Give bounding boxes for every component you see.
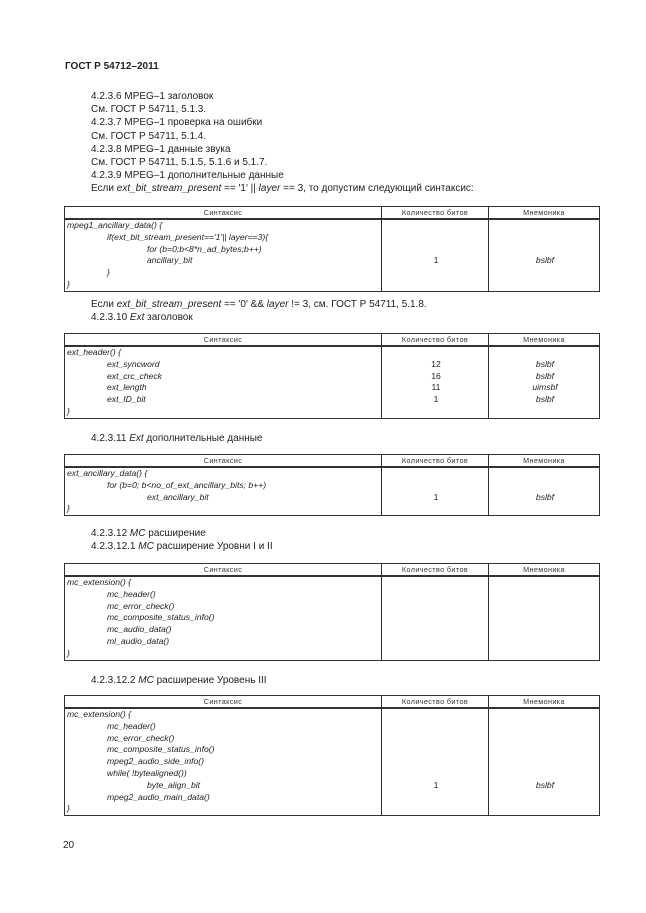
mnemonic-value: bslbf bbox=[535, 255, 555, 266]
section-heading-4-2-3-12-1: 4.2.3.12.1 MC расширение Уровни I и II bbox=[91, 541, 273, 553]
mnemonic-cell bbox=[489, 346, 600, 418]
col-header-mnemonic: Мнемоника bbox=[489, 696, 600, 709]
section-heading-4-2-3-11: 4.2.3.11 Ext дополнительные данные bbox=[91, 433, 263, 444]
syntax-line: for (b=0; b<no_of_ext_ancillary_bits; b++) bbox=[107, 479, 267, 490]
col-header-syntax: Синтаксис bbox=[65, 564, 382, 577]
intro-line: 4.2.3.9 MPEG–1 дополнительные данные bbox=[91, 170, 284, 182]
bits-cell bbox=[382, 708, 489, 816]
syntax-cell bbox=[65, 467, 382, 516]
section-heading-4-2-3-12: 4.2.3.12 MC расширение bbox=[91, 528, 206, 539]
syntax-line: mc_error_check() bbox=[107, 732, 175, 743]
syntax-line: mc_header() bbox=[107, 588, 156, 599]
section-heading-4-2-3-10: 4.2.3.10 Ext заголовок bbox=[91, 312, 193, 324]
condition-block-2 bbox=[91, 298, 427, 324]
mnemonic-value: bslbf bbox=[535, 491, 555, 502]
syntax-line: while( !bytealigned()) bbox=[107, 767, 187, 778]
syntax-cell bbox=[65, 346, 382, 418]
bits-value: 1 bbox=[433, 394, 439, 405]
syntax-line: mc_composite_status_info() bbox=[107, 744, 215, 755]
col-header-bits: Количество битов bbox=[382, 334, 489, 347]
syntax-line: byte_align_bit bbox=[147, 779, 201, 790]
syntax-cell bbox=[65, 219, 382, 291]
syntax-line: mpeg2_audio_main_data() bbox=[107, 791, 210, 802]
mnemonic-value: bslbf bbox=[535, 394, 555, 405]
syntax-line: mc_audio_data() bbox=[107, 624, 172, 635]
mnemonic-value: bslbf bbox=[535, 358, 555, 369]
bits-value: 11 bbox=[431, 382, 441, 393]
syntax-line: ext_ancillary_data() { bbox=[67, 468, 148, 478]
syntax-line: } bbox=[67, 803, 70, 814]
col-header-mnemonic: Мнемоника bbox=[489, 207, 600, 220]
mnemonic-cell bbox=[489, 708, 600, 816]
bits-value: 1 bbox=[433, 491, 439, 502]
col-header-mnemonic: Мнемоника bbox=[489, 334, 600, 347]
section-headings-4-2-3-12 bbox=[91, 527, 273, 553]
syntax-line: ext_header() { bbox=[67, 347, 121, 357]
syntax-line: mc_extension() { bbox=[67, 577, 132, 587]
page-number: 20 bbox=[63, 840, 75, 851]
intro-line: См. ГОСТ Р 54711, 5.1.4. bbox=[91, 130, 207, 142]
bits-value: 1 bbox=[433, 779, 439, 790]
bits-value: 16 bbox=[431, 370, 441, 381]
syntax-table-ext-header bbox=[64, 333, 600, 419]
section-heading-4-2-3-12-2: 4.2.3.12.2 MC расширение Уровень III bbox=[91, 675, 267, 686]
syntax-cell bbox=[65, 708, 382, 816]
intro-line: 4.2.3.6 MPEG–1 заголовок bbox=[91, 91, 214, 102]
syntax-line: ancillary_bit bbox=[147, 255, 193, 266]
bits-value: 12 bbox=[431, 358, 441, 369]
condition-line-1: Если ext_bit_stream_present == '1' || layer == 3, то допустим следующий синтаксис: bbox=[91, 183, 474, 195]
syntax-line: } bbox=[67, 405, 70, 416]
syntax-line: } bbox=[67, 647, 70, 658]
intro-paragraphs bbox=[91, 90, 474, 196]
col-header-mnemonic: Мнемоника bbox=[489, 564, 600, 577]
syntax-table-ext-ancillary bbox=[64, 454, 600, 516]
mnemonic-cell bbox=[489, 467, 600, 516]
mnemonic-value: bslbf bbox=[535, 370, 555, 381]
col-header-bits: Количество битов bbox=[382, 564, 489, 577]
syntax-line: } bbox=[67, 503, 70, 514]
bits-cell bbox=[382, 467, 489, 516]
syntax-cell bbox=[65, 576, 382, 660]
syntax-line: ml_audio_data() bbox=[107, 635, 170, 646]
document-header: ГОСТ Р 54712–2011 bbox=[65, 61, 159, 72]
syntax-line: } bbox=[67, 278, 70, 289]
syntax-line: for (b=0;b<8*n_ad_bytes;b++) bbox=[147, 243, 262, 254]
syntax-line: ext_syncword bbox=[107, 358, 160, 369]
syntax-line: } bbox=[107, 267, 110, 278]
bits-cell bbox=[382, 576, 489, 660]
syntax-line: mc_composite_status_info() bbox=[107, 612, 215, 623]
bits-value: 1 bbox=[433, 255, 439, 266]
syntax-line: ext_ancillary_bit bbox=[147, 491, 209, 502]
syntax-line: ext_ID_bit bbox=[107, 394, 146, 405]
col-header-bits: Количество битов bbox=[382, 207, 489, 220]
col-header-mnemonic: Мнемоника bbox=[489, 455, 600, 468]
intro-line: См. ГОСТ Р 54711, 5.1.3. bbox=[91, 104, 207, 116]
bits-cell bbox=[382, 346, 489, 418]
syntax-line: ext_crc_check bbox=[107, 370, 162, 381]
bits-cell bbox=[382, 219, 489, 291]
mnemonic-value: bslbf bbox=[535, 779, 555, 790]
col-header-syntax: Синтаксис bbox=[65, 455, 382, 468]
mnemonic-cell bbox=[489, 219, 600, 291]
condition-line-2: Если ext_bit_stream_present == '0' && layer != 3, см. ГОСТ Р 54711, 5.1.8. bbox=[91, 299, 427, 310]
intro-line: 4.2.3.7 MPEG–1 проверка на ошибки bbox=[91, 117, 263, 129]
syntax-line: mc_error_check() bbox=[107, 600, 175, 611]
syntax-line: mpeg2_audio_side_info() bbox=[107, 756, 204, 767]
col-header-syntax: Синтаксис bbox=[65, 696, 382, 709]
intro-line: 4.2.3.8 MPEG–1 данные звука bbox=[91, 143, 231, 155]
syntax-line: ext_length bbox=[107, 382, 147, 393]
mnemonic-value: uimsbf bbox=[532, 382, 558, 393]
syntax-line: if(ext_bit_stream_present=='1'|| layer==3){ bbox=[107, 231, 269, 242]
col-header-bits: Количество битов bbox=[382, 696, 489, 709]
syntax-table-mc-extension-1-2 bbox=[64, 563, 600, 661]
syntax-table-mc-extension-3 bbox=[64, 695, 600, 816]
syntax-table-mpeg1-ancillary bbox=[64, 206, 600, 292]
mnemonic-cell bbox=[489, 576, 600, 660]
syntax-line: mc_extension() { bbox=[67, 709, 132, 719]
intro-line: См. ГОСТ Р 54711, 5.1.5, 5.1.6 и 5.1.7. bbox=[91, 156, 268, 168]
col-header-syntax: Синтаксис bbox=[65, 207, 382, 220]
syntax-line: mpeg1_ancillary_data() { bbox=[67, 220, 163, 230]
syntax-line: mc_header() bbox=[107, 720, 156, 731]
col-header-syntax: Синтаксис bbox=[65, 334, 382, 347]
col-header-bits: Количество битов bbox=[382, 455, 489, 468]
